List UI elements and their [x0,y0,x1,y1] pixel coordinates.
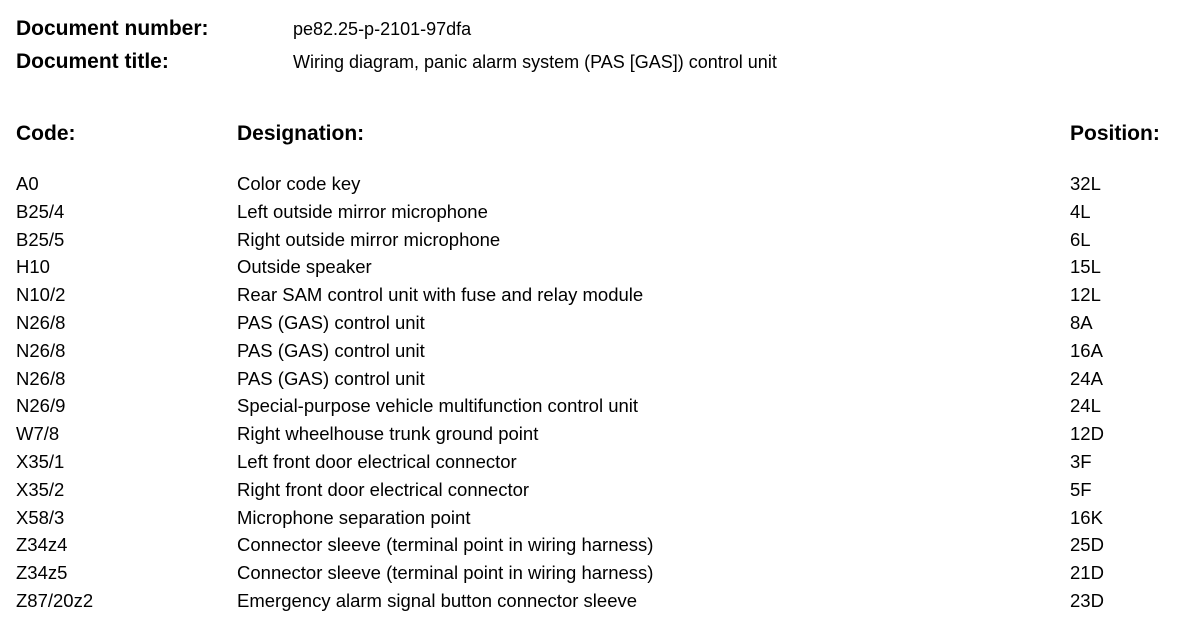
designation-cell: Left outside mirror microphone [237,200,488,222]
table-row [0,309,1192,337]
document-number-row [16,15,471,43]
designation-column-header: Designation: [237,122,365,145]
table-row [0,226,1192,254]
designation-cell: Emergency alarm signal button connector sleeve [237,589,638,611]
table-row [0,504,1192,532]
document-title-row [16,48,777,76]
code-cell: N26/9 [16,395,66,417]
table-row [0,559,1192,587]
code-cell: N10/2 [16,284,66,306]
table-row [0,365,1192,393]
designation-cell: Left front door electrical connector [237,450,517,472]
table-row [0,198,1192,226]
table-row [0,392,1192,420]
table-row [0,420,1192,448]
document-title-value: Wiring diagram, panic alarm system (PAS [GAS]) control unit [293,51,777,72]
position-cell: 23D [1070,589,1104,611]
position-cell: 16K [1070,506,1103,528]
designation-cell: Right front door electrical connector [237,478,530,500]
position-cell: 6L [1070,228,1091,250]
code-cell: H10 [16,256,50,278]
code-cell: A0 [16,173,39,194]
component-table [0,170,1192,615]
code-cell: B25/4 [16,200,65,222]
table-row [0,337,1192,365]
code-cell: X35/1 [16,450,65,472]
table-row [0,531,1192,559]
position-cell: 25D [1070,534,1104,556]
code-cell: N26/8 [16,311,66,333]
position-cell: 32L [1070,173,1101,194]
table-row [0,448,1192,476]
code-column-header: Code: [16,122,76,145]
position-cell: 3F [1070,450,1092,472]
designation-cell: Rear SAM control unit with fuse and relay module [237,284,644,306]
designation-cell: Outside speaker [237,256,372,278]
table-row [0,587,1192,615]
designation-cell: Right wheelhouse trunk ground point [237,423,539,445]
position-cell: 8A [1070,311,1093,333]
position-cell: 21D [1070,562,1104,584]
code-cell: N26/8 [16,339,66,361]
designation-cell: Right outside mirror microphone [237,228,501,250]
code-cell: N26/8 [16,367,66,389]
position-cell: 12L [1070,284,1101,306]
code-cell: X58/3 [16,506,65,528]
position-cell: 24A [1070,367,1103,389]
position-cell: 5F [1070,478,1092,500]
code-cell: Z34z5 [16,562,68,584]
table-header [0,118,1192,150]
code-cell: X35/2 [16,478,65,500]
designation-cell: PAS (GAS) control unit [237,311,425,333]
position-cell: 4L [1070,200,1091,222]
designation-cell: Microphone separation point [237,506,471,528]
designation-cell: Color code key [237,173,361,194]
document-title-label: Document title: [16,50,169,73]
designation-cell: Special-purpose vehicle multifunction control unit [237,395,639,417]
table-row [0,170,1192,198]
document-number-label: Document number: [16,17,209,40]
designation-cell: PAS (GAS) control unit [237,339,425,361]
table-row [0,253,1192,281]
code-cell: W7/8 [16,423,60,445]
designation-cell: Connector sleeve (terminal point in wiring harness) [237,534,654,556]
table-row [0,476,1192,504]
position-cell: 15L [1070,256,1101,278]
position-cell: 16A [1070,339,1103,361]
document-number-value: pe82.25-p-2101-97dfa [293,18,472,39]
position-cell: 24L [1070,395,1101,417]
code-cell: Z34z4 [16,534,68,556]
designation-cell: PAS (GAS) control unit [237,367,425,389]
code-cell: B25/5 [16,228,65,250]
position-cell: 12D [1070,423,1104,445]
code-cell: Z87/20z2 [16,589,94,611]
designation-cell: Connector sleeve (terminal point in wiring harness) [237,562,654,584]
position-column-header: Position: [1070,122,1160,145]
table-row [0,281,1192,309]
